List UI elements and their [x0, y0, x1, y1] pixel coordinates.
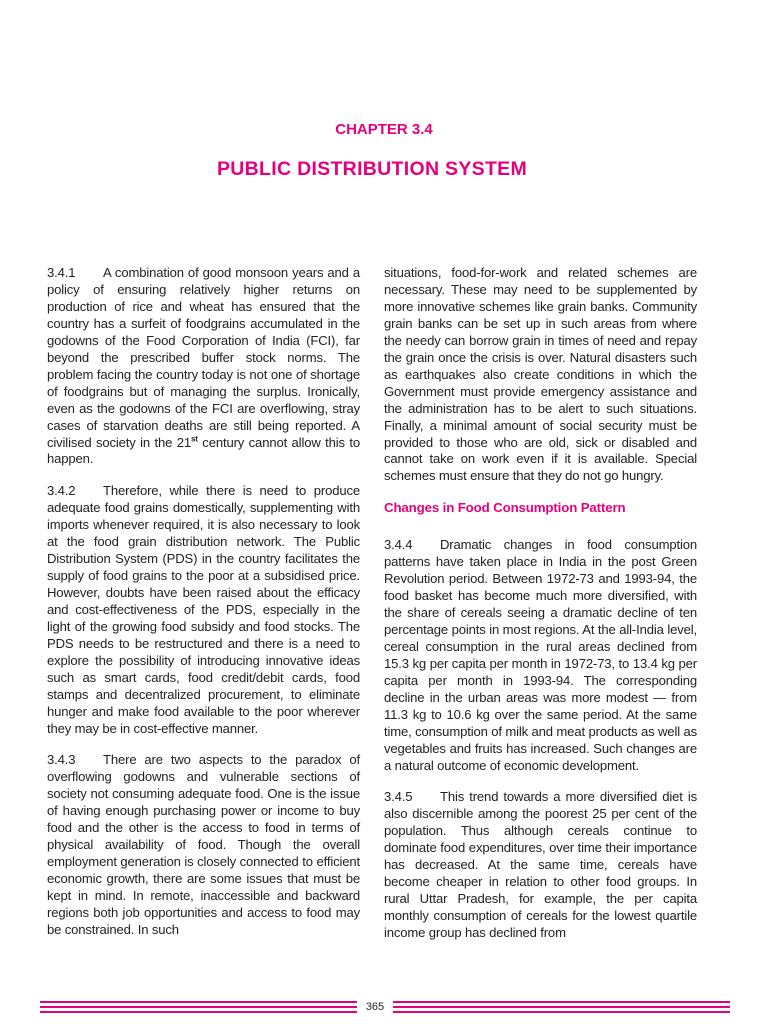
paragraph-3-4-5 [384, 789, 697, 942]
chapter-label: CHAPTER 3.4 [335, 121, 433, 138]
paragraph-text: This trend towards a more diversified diet is also discernible among the poorest 25 per cent of the population. Thus although cereals continue to dominate food expenditures, over time their importance has decreased. At the same time, cereals have become cheaper in relation to other food groups. In rural Uttar Pradesh, for example, the per capita monthly consumption of cereals for the lowest quartile income group has declined from [384, 789, 697, 940]
paragraph-text: Dramatic changes in food consumption patterns have taken place in India in the post Green Revolution period. Between 1972-73 and 1993-94, the food basket has become much more diversified, with the share of cereals seeing a dramatic decline of ten percentage points in most regions. At the all-India level, cereal consumption in the rural areas declined from 15.3 kg per capita per month in 1972-73, to 13.4 kg per capita per month in 1993-94. The corresponding decline in the urban areas was more modest — from 11.3 kg to 10.6 kg over the same period. At the same time, consumption of milk and meat products as well as vegetables and fruits has increased. Such changes are a natural outcome of economic development. [384, 537, 697, 773]
paragraph-text: A combination of good monsoon years and a policy of ensuring relatively higher returns on production of rice and wheat has ensured that the country has a surfeit of foodgrains accumulated in the godowns of the Food Corporation of India (FCI), far beyond the prescribed buffer stock norms. The problem facing the country today is not one of shortage of foodgrains but of managing the surplus. Ironically, even as the godowns of the FCI are overflowing, stray cases of starvation deaths are still being reported. A civilised society in the 21 [47, 265, 360, 450]
paragraph-text: There are two aspects to the paradox of overflowing godowns and vulnerable sections of society not consuming adequate food. One is the issue of having enough purchasing power or income to buy food and the other is the access to food in terms of physical availability of food. Though the overall employment generation is closely connected to efficient economic growth, there are some issues that must be kept in mind. In remote, inaccessible and backward regions both job opportunities and access to food may be constrained. In such [47, 752, 360, 937]
paragraph-text: situations, food-for-work and related schemes are necessary. These may need to be supplemented by more innovative schemes like grain banks. Community grain banks can be set up in such areas from where the needy can borrow grain in times of need and repay the grain once the crisis is over. Natural disasters such as earthquakes also create conditions in which the Government must provide emergency assistance and the administration has to be alert to such situations. Finally, a minimal amount of social security must be provided to those who are old, sick or disabled and cannot take on work even if it is available. Special schemes must ensure that they do not go hungry. [384, 265, 697, 484]
paragraph-3-4-4 [384, 537, 697, 774]
paragraph-number: 3.4.1 [47, 265, 76, 280]
paragraph-number: 3.4.4 [384, 537, 413, 553]
paragraph-3-4-1 [47, 265, 360, 468]
page-title: PUBLIC DISTRIBUTION SYSTEM [216, 158, 528, 180]
paragraph-3-4-3 [47, 752, 360, 938]
superscript: st [191, 434, 198, 444]
paragraph-number: 3.4.5 [384, 789, 413, 805]
paragraph-3-4-2 [47, 483, 360, 737]
paragraph-number: 3.4.3 [47, 752, 76, 768]
page-number: 365 [357, 999, 393, 1015]
right-column [384, 265, 697, 957]
paragraph-text-end: century cannot allow this to happen. [47, 434, 360, 467]
paragraph-text: Therefore, while there is need to produce adequate food grains domestically, supplementing with imports whenever required, it is also necessary to look at the food grain distribution network. The Public Distribution System (PDS) in the country facilitates the supply of food grains to the poor at a subsidised price. However, doubts have been raised about the efficacy and cost-effectiveness of the PDS, especially in the light of the growing food subsidy and food stocks. The PDS needs to be restructured and there is a need to explore the possibility of introducing innovative ideas such as smart cards, food credit/debit cards, food stamps and decentralized procurement, to eliminate hunger and make food available to the poor wherever they may be in cost-effective manner. [47, 483, 360, 736]
paragraph-3-4-3-continued [384, 265, 697, 485]
section-heading: Changes in Food Consumption Pattern [384, 500, 626, 516]
paragraph-number: 3.4.2 [47, 483, 76, 499]
left-column [47, 265, 360, 954]
